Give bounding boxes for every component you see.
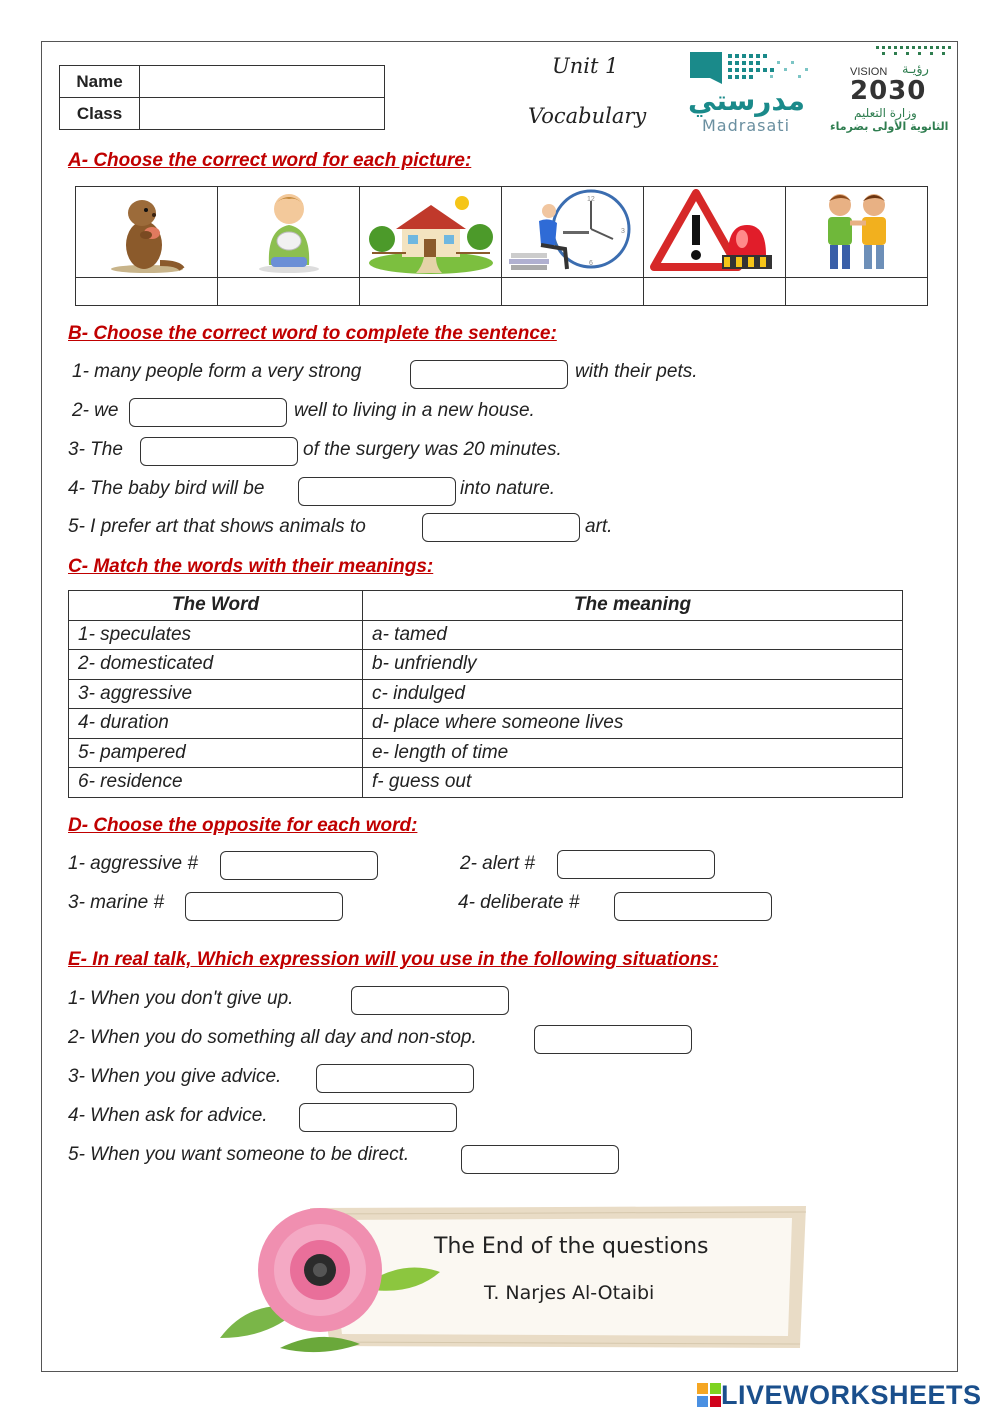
svg-text:12: 12: [586, 196, 595, 203]
sentence-5-start: 5- I prefer art that shows animals to: [68, 516, 366, 537]
situation-answer-box-1[interactable]: [351, 986, 509, 1015]
meaning-cell: f- guess out: [363, 768, 903, 798]
table-row: [69, 709, 903, 739]
word-cell: 1- speculates: [69, 620, 363, 650]
vision-arabic: رؤيـة: [902, 62, 929, 77]
opposite-answer-box-3[interactable]: [185, 892, 343, 921]
picture-answer-5[interactable]: [644, 278, 786, 306]
table-row: [69, 738, 903, 768]
groundhog-icon: [102, 189, 192, 275]
end-message: The End of the questions: [434, 1234, 709, 1259]
opposite-answer-box-1[interactable]: [220, 851, 378, 880]
sentence-1-answer-box[interactable]: [410, 360, 568, 389]
word-cell: 2- domesticated: [69, 650, 363, 680]
sentence-4-end: into nature.: [460, 478, 556, 499]
column-header-word: The Word: [69, 591, 363, 621]
sentence-3-end: of the surgery was 20 minutes.: [303, 439, 562, 460]
name-label: Name: [60, 66, 140, 98]
opposite-word-2: 2- alert #: [460, 853, 535, 874]
picture-cell-2: [218, 187, 360, 278]
svg-text:6: 6: [588, 260, 593, 267]
sentence-5-end: art.: [585, 516, 613, 537]
situation-4: 4- When ask for advice.: [68, 1105, 268, 1126]
picture-answer-3[interactable]: [360, 278, 502, 306]
meaning-cell: b- unfriendly: [363, 650, 903, 680]
meaning-cell: d- place where someone lives: [363, 709, 903, 739]
madrasati-logo: [686, 50, 826, 136]
school-arabic: الثانوية الأولى بضرماء: [830, 120, 949, 133]
class-label: Class: [60, 98, 140, 130]
svg-text:3: 3: [620, 228, 625, 235]
picture-cell-1: [76, 187, 218, 278]
meaning-cell: e- length of time: [363, 738, 903, 768]
sentence-4-start: 4- The baby bird will be: [68, 478, 265, 499]
child-with-pet-icon: [249, 189, 329, 275]
table-row: [69, 679, 903, 709]
name-class-table: [59, 65, 385, 130]
situation-3: 3- When you give advice.: [68, 1066, 282, 1087]
sentence-1-end: with their pets.: [575, 361, 698, 382]
subject-title: Vocabulary: [528, 104, 647, 128]
section-e-heading: E- In real talk, Which expression will you use in the following situations:: [68, 949, 719, 970]
madrasati-arabic: مدرستي: [688, 84, 805, 117]
sentence-3-start: 3- The: [68, 439, 123, 460]
liveworksheets-icon: [697, 1383, 721, 1407]
picture-answer-4[interactable]: [502, 278, 644, 306]
two-friends-icon: [812, 189, 902, 275]
situation-2: 2- When you do something all day and non-stop.: [68, 1027, 477, 1048]
opposite-answer-box-2[interactable]: [557, 850, 715, 879]
end-banner: [210, 1198, 810, 1358]
word-cell: 3- aggressive: [69, 679, 363, 709]
opposite-word-4: 4- deliberate #: [458, 892, 580, 913]
woman-desk-clock-icon: [505, 189, 641, 275]
flower-banner-icon: [210, 1198, 810, 1358]
teacher-name: T. Narjes Al-Otaibi: [484, 1282, 655, 1304]
sentence-1-start: 1- many people form a very strong: [72, 361, 362, 382]
picture-answer-1[interactable]: [76, 278, 218, 306]
table-row: [69, 768, 903, 798]
opposite-word-3: 3- marine #: [68, 892, 165, 913]
vision-year: 2030: [850, 76, 927, 106]
column-header-meaning: The meaning: [363, 591, 903, 621]
table-row: [69, 620, 903, 650]
meaning-cell: c- indulged: [363, 679, 903, 709]
sentence-5-answer-box[interactable]: [422, 513, 580, 542]
vision-dots-icon: [828, 44, 958, 64]
madrasati-english: Madrasati: [702, 116, 791, 135]
picture-cell-4: [502, 187, 644, 278]
house-icon: [366, 189, 496, 275]
picture-cell-6: [786, 187, 928, 278]
sentence-2-start: 2- we: [72, 400, 119, 421]
picture-table: [75, 186, 928, 306]
situation-answer-box-2[interactable]: [534, 1025, 692, 1054]
table-row: [69, 650, 903, 680]
word-cell: 5- pampered: [69, 738, 363, 768]
picture-cell-5: [644, 187, 786, 278]
vision-label: VISION: [850, 66, 888, 78]
sentence-4-answer-box[interactable]: [298, 477, 456, 506]
picture-cell-3: [360, 187, 502, 278]
situation-answer-box-3[interactable]: [316, 1064, 474, 1093]
class-field[interactable]: [140, 98, 385, 130]
section-c-heading: C- Match the words with their meanings:: [68, 556, 434, 577]
situation-answer-box-5[interactable]: [461, 1145, 619, 1174]
situation-answer-box-4[interactable]: [299, 1103, 457, 1132]
word-cell: 4- duration: [69, 709, 363, 739]
meaning-cell: a- tamed: [363, 620, 903, 650]
opposite-word-1: 1- aggressive #: [68, 853, 198, 874]
section-d-heading: D- Choose the opposite for each word:: [68, 815, 418, 836]
section-a-heading: A- Choose the correct word for each picture:: [68, 150, 472, 171]
sentence-2-end: well to living in a new house.: [294, 400, 535, 421]
liveworksheets-logo: [697, 1380, 982, 1411]
name-field[interactable]: [140, 66, 385, 98]
vision-2030-logo: [828, 44, 958, 136]
situation-5: 5- When you want someone to be direct.: [68, 1144, 410, 1165]
matching-table: [68, 590, 903, 798]
opposite-answer-box-4[interactable]: [614, 892, 772, 921]
picture-answer-2[interactable]: [218, 278, 360, 306]
sentence-2-answer-box[interactable]: [129, 398, 287, 427]
sentence-3-answer-box[interactable]: [140, 437, 298, 466]
word-cell: 6- residence: [69, 768, 363, 798]
ministry-arabic: وزارة التعليم: [854, 106, 917, 120]
section-b-heading: B- Choose the correct word to complete the sentence:: [68, 323, 557, 344]
unit-title: Unit 1: [552, 54, 619, 78]
picture-answer-6[interactable]: [786, 278, 928, 306]
liveworksheets-brand: LIVEWORKSHEETS: [721, 1380, 982, 1410]
situation-1: 1- When you don't give up.: [68, 988, 294, 1009]
warning-siren-icon: [650, 189, 780, 275]
